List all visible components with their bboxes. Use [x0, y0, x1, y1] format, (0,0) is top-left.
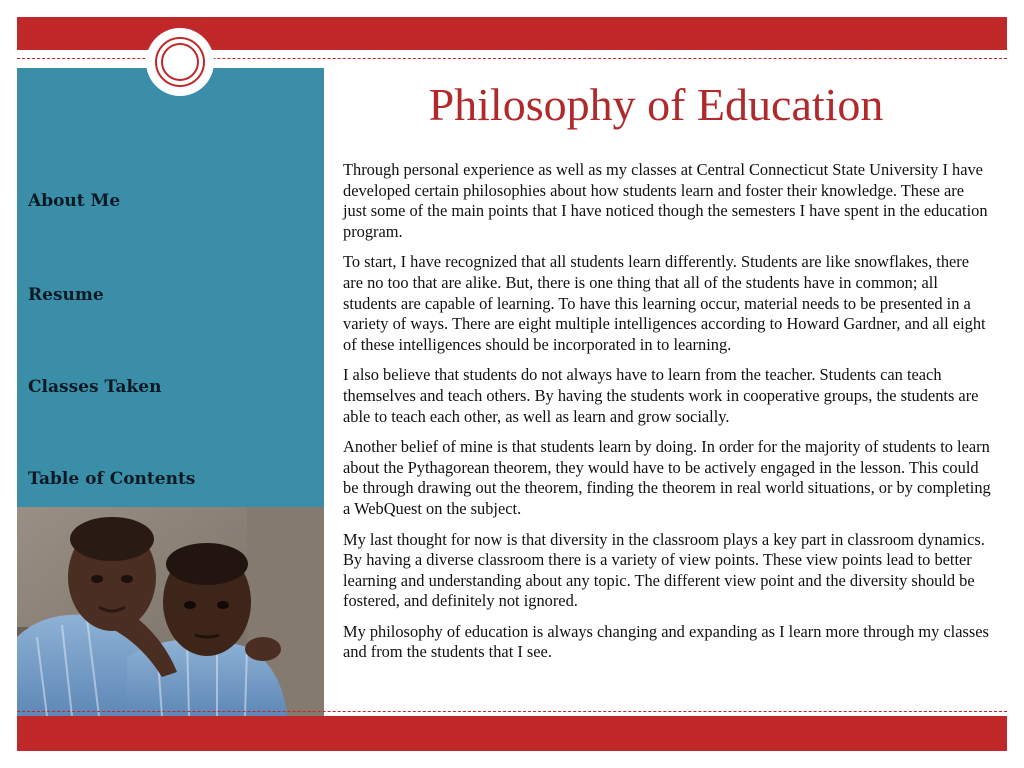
paragraph: To start, I have recognized that all students learn differently. Students are like snowflakes, there are no too that are alike. But, there is one thing that all of the students have in common; all students are capable of learning. To have this learning occur, material needs to be presented in a variety of ways. There are eight multiple intelligences according to Howard Gardner, and all eight of these intelligences should be incorporated in to learning. — [343, 252, 986, 354]
paragraph: My last thought for now is that diversity in the classroom plays a key part in classroom dynamics. By having a diverse classroom there is a variety of view points. These view points lead to better learning and understanding about any topic. The different view point and the diversity should be fostered, and definitely not ignored. — [343, 529, 985, 611]
students-photo — [17, 507, 324, 716]
paragraph: Through personal experience as well as my classes at Central Connecticut State University I have developed certain philosophies about how students learn and foster their knowledge. These are just some of the main points that I have noticed though the semesters I have spent in the education program. — [343, 160, 988, 241]
content-body — [343, 160, 991, 673]
page-title: Philosophy of Education — [428, 79, 884, 130]
badge-inner-ring — [161, 43, 199, 81]
nav-link-table-of-contents[interactable]: Table of Contents — [28, 469, 196, 489]
bottom-dashed-divider — [17, 711, 1007, 712]
paragraph: I also believe that students do not always have to learn from the teacher. Students can teach themselves and teach others. By having the students work in cooperative groups, the students are able to teach each other, as well as learn and grow socially. — [343, 365, 979, 426]
nav-link-classes-taken[interactable]: Classes Taken — [28, 377, 162, 397]
nav-link-about-me[interactable]: About Me — [28, 191, 121, 211]
paragraph: My philosophy of education is always changing and expanding as I learn more through my classes and from the students that I see. — [343, 621, 989, 662]
nav-link-resume[interactable]: Resume — [28, 285, 104, 305]
students-photo-illustration — [17, 507, 324, 716]
paragraph: Another belief of mine is that students learn by doing. In order for the majority of students to learn about the Pythagorean theorem, they would have to be actively engaged in the lesson. This could be through drawing out the theorem, finding the theorem in real world situations, or by completing a WebQuest on the subject. — [343, 437, 991, 518]
decorative-circle-badge — [146, 28, 214, 96]
bottom-band — [17, 716, 1007, 751]
